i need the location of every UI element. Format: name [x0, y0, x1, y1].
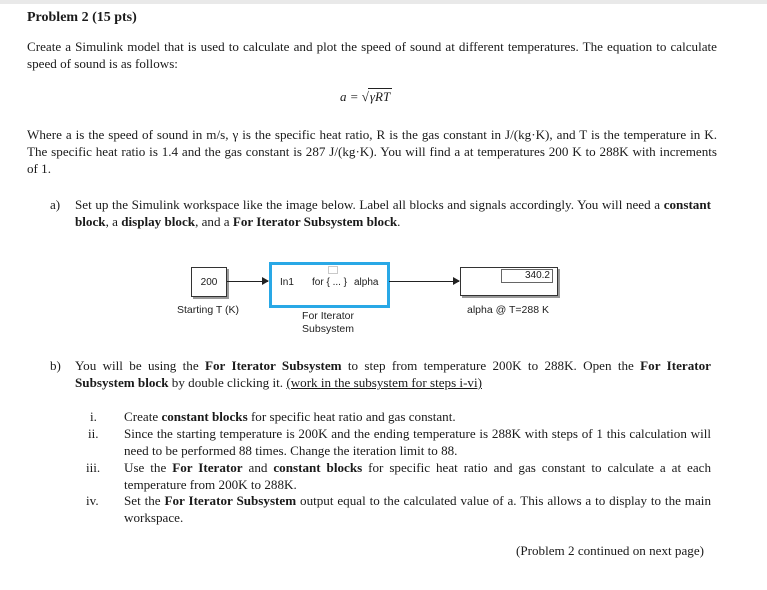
- step-iii-text: Use the For Iterator and constant blocks for specific heat ratio and gas constant to calculate a at each temperature from 200K to 288K.: [124, 460, 711, 492]
- part-a-label: a): [50, 197, 61, 212]
- subsystem-output-port: alpha: [354, 277, 379, 288]
- for-iterator-subsystem-block[interactable]: [269, 262, 390, 308]
- part-b-label: b): [50, 358, 61, 373]
- subsystem-for-label: for { ... }: [312, 277, 348, 288]
- definition-paragraph: Where a is the speed of sound in m/s, γ is the specific heat ratio, R is the gas constant in J/(kg·K), and T is the temperature in K. The specific heat ratio is 1.4 and the gas constant is 287 J/(kg·K). You will find a at temperatures 200 K to 288K with increments of 1.: [27, 127, 717, 176]
- part-a-text: Set up the Simulink workspace like the image below. Label all blocks and signals accordingly. You will need a constant block, a display block, and a For Iterator Subsystem block.: [75, 197, 711, 229]
- constant-value: 200: [200, 276, 218, 288]
- display-block-label: alpha @ T=288 K: [467, 304, 549, 316]
- step-ii-text: Since the starting temperature is 200K and the ending temperature is 288K with steps of 1 this calculation will need to be performed 88 times. Change the iteration limit to 88.: [124, 426, 711, 458]
- page-top-edge: [0, 0, 767, 4]
- step-iv-number: iv.: [86, 493, 99, 508]
- subsystem-port-icon: [328, 266, 338, 274]
- signal-line-constant-to-subsystem: [227, 281, 268, 282]
- speed-of-sound-equation: [340, 88, 392, 105]
- part-b-text: You will be using the For Iterator Subsystem to step from temperature 200K to 288K. Open the For Iterator Subsystem block by double clicking it. (work in the subsystem for steps i-vi): [75, 358, 711, 390]
- equation-radicand: γRT: [369, 89, 391, 104]
- step-iii-number: iii.: [86, 460, 101, 475]
- display-value: 340.2: [501, 269, 553, 283]
- step-ii-number: ii.: [88, 426, 99, 441]
- step-i-text: Create constant blocks for specific heat ratio and gas constant.: [124, 409, 456, 424]
- step-i-number: i.: [90, 409, 97, 424]
- constant-block[interactable]: [191, 267, 227, 297]
- subsystem-block-label: For Iterator Subsystem: [302, 310, 354, 335]
- constant-block-label: Starting T (K): [176, 304, 240, 316]
- step-iv-text: Set the For Iterator Subsystem output equal to the calculated value of a. This allows a to display to the main workspace.: [124, 493, 711, 525]
- problem-title: Problem 2 (15 pts): [27, 10, 137, 25]
- continued-footer: (Problem 2 continued on next page): [516, 543, 704, 558]
- signal-line-subsystem-to-display: [389, 281, 459, 282]
- sqrt-sign: √: [361, 89, 369, 104]
- subsystem-input-port: In1: [280, 277, 294, 288]
- display-block[interactable]: [460, 267, 558, 296]
- equation-lhs: a =: [340, 89, 362, 104]
- intro-paragraph: Create a Simulink model that is used to calculate and plot the speed of sound at different temperatures. The equation to calculate speed of sound is as follows:: [27, 39, 717, 71]
